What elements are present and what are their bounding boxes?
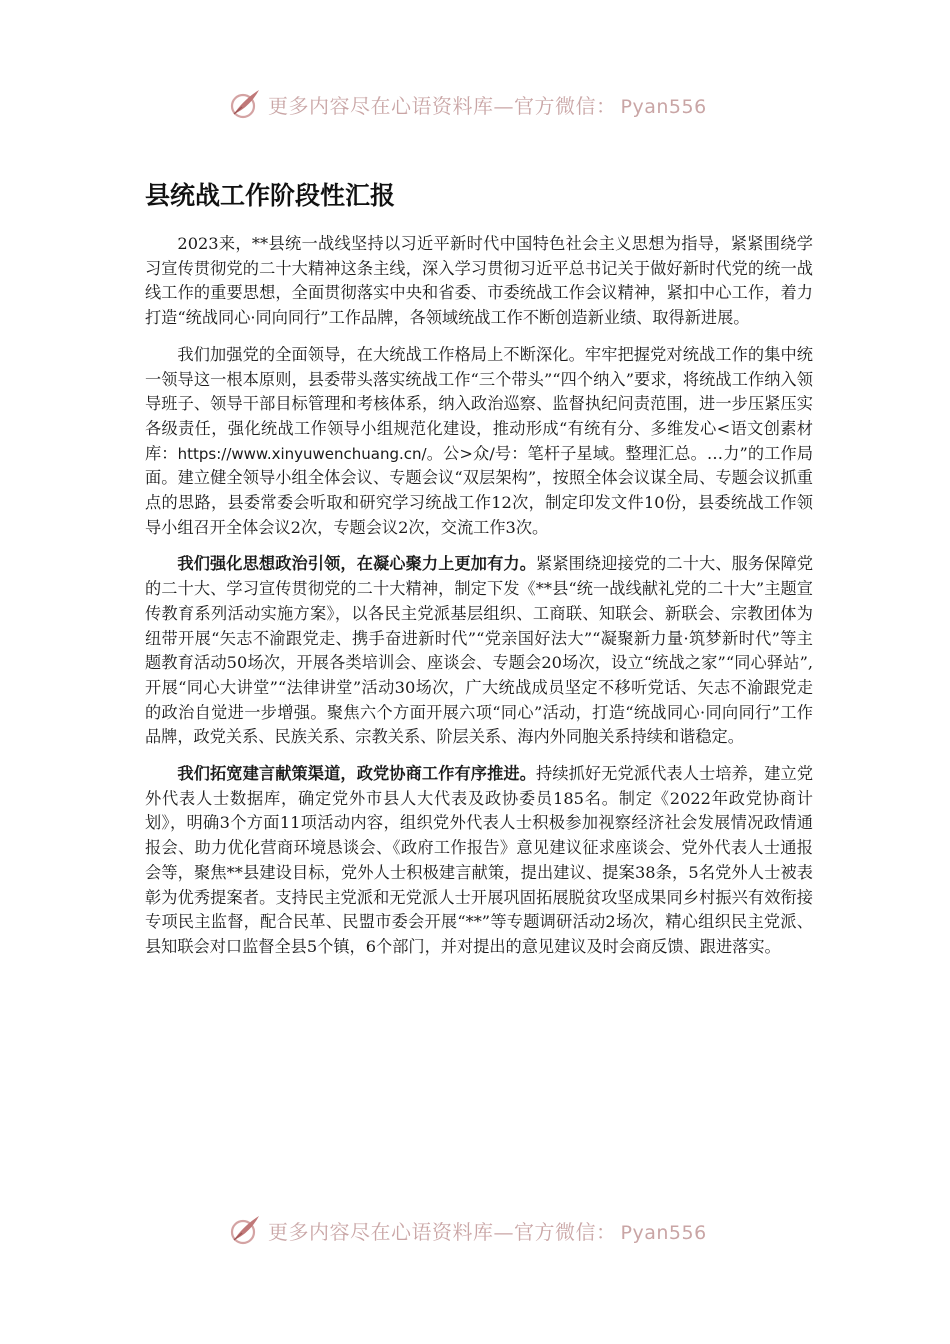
document-title: 县统战工作阶段性汇报 xyxy=(145,181,396,210)
paragraph-leadership: 我们加强党的全面领导，在大统战工作格局上不断深化。牢牢把握党对统战工作的集中统一领导这一根本原则，县委带头落实统战工作“三个带头”“四个纳入”要求，将统战工作纳入领导班子、领导干部目标管理和考核体系，纳入政治巡察、监督执纪问责范围，进一步压紧压实各级责任，强化统战工作领导小组规范化建设，推动形成“有统有分、多维发心<语文创素材库：https://www.xinyuwenchuang.cn/。公>众/号：笔杆子星域。整理汇总。…力”的工作局面。建立健全领导小组全体会议、专题会议“双层架构”，按照全体会议谋全局、专题会议抓重点的思路，县委常委会听取和研究学习统战工作12次，制定印发文件10份，县委统战工作领导小组召开全体会议2次，专题会议2次，交流工作3次。 xyxy=(145,344,814,537)
paragraph-consultation: 我们拓宽建言献策渠道，政党协商工作有序推进。持续抓好无党派代表人士培养，建立党外代表人士数据库，确定党外市县人大代表及政协委员185名。制定《2022年政党协商计划》，明确3个方面11项活动内容，组织党外代表人士积极参加视察经济社会发展情况政情通报会、助力优化营商环境恳谈会、《政府工作报告》意见建议征求座谈会、党外代表人士通报会等，聚焦**县建设目标，党外人士积极建言献策，提出建议、提案38条，5名党外人士被表彰为优秀提案者。支持民主党派和无党派人士开展巩固拓展脱贫攻坚成果同乡村振兴有效衔接专项民主监督，配合民革、民盟市委会开展“**”等专题调研活动2场次，精心组织民主党派、县知联会对口监督全县5个镇，6个部门，并对提出的意见建议及时会商反馈、跟进落实。 xyxy=(145,764,814,956)
banner-wechat-id: Pyan556 xyxy=(620,95,707,118)
paragraph-lead: 我们拓宽建言献策渠道，政党协商工作有序推进。 xyxy=(177,764,537,784)
banner-text: 更多内容尽在心语资料库—官方微信： Pyan556 xyxy=(268,93,707,118)
banner-wechat-id: Pyan556 xyxy=(620,1221,707,1244)
quill-logo-icon xyxy=(228,87,262,121)
footer-watermark-banner xyxy=(228,1210,748,1250)
paragraph-ideology: 我们强化思想政治引领，在凝心聚力上更加有力。紧紧围绕迎接党的二十大、服务保障党的二十大、学习宣传贯彻党的二十大精神，制定下发《**县“统一战线献礼党的二十大”主题宣传教育系列活动实施方案》，以各民主党派基层组织、工商联、知联会、新联会、宗教团体为纽带开展“矢志不渝跟党走、携手奋进新时代”“党亲国好法大”“凝聚新力量·筑梦新时代”等主题教育活动50场次，开展各类培训会、座谈会、专题会20场次，设立“统战之家”“同心驿站”,开展“同心大讲堂”“法律讲堂”活动30场次，广大统战成员坚定不移听党话、矢志不渝跟党走的政治自觉进一步增强。聚焦六个方面开展六项“同心”活动，打造“统战同心·同向同行”工作品牌，政党关系、民族关系、宗教关系、阶层关系、海内外同胞关系持续和谐稳定。 xyxy=(145,554,814,747)
source-url: https://www.xinyuwenchuang.cn/ xyxy=(177,444,427,463)
paragraph-intro: 2023来，**县统一战线坚持以习近平新时代中国特色社会主义思想为指导，紧紧围绕学习宣传贯彻党的二十大精神这条主线，深入学习贯彻习近平总书记关于做好新时代党的统一战线工作的重要思想，全面贯彻落实中央和省委、市委统战工作会议精神，紧扣中心工作，着力打造“统战同心·同向同行”工作品牌，各领域统战工作不断创造新业绩、取得新进展。 xyxy=(145,234,813,328)
banner-text: 更多内容尽在心语资料库—官方微信： Pyan556 xyxy=(268,1219,707,1244)
document-body xyxy=(145,232,813,972)
quill-logo-icon xyxy=(228,1213,262,1247)
paragraph-lead: 我们强化思想政治引领，在凝心聚力上更加有力。 xyxy=(177,554,537,574)
header-watermark-banner xyxy=(228,84,748,124)
